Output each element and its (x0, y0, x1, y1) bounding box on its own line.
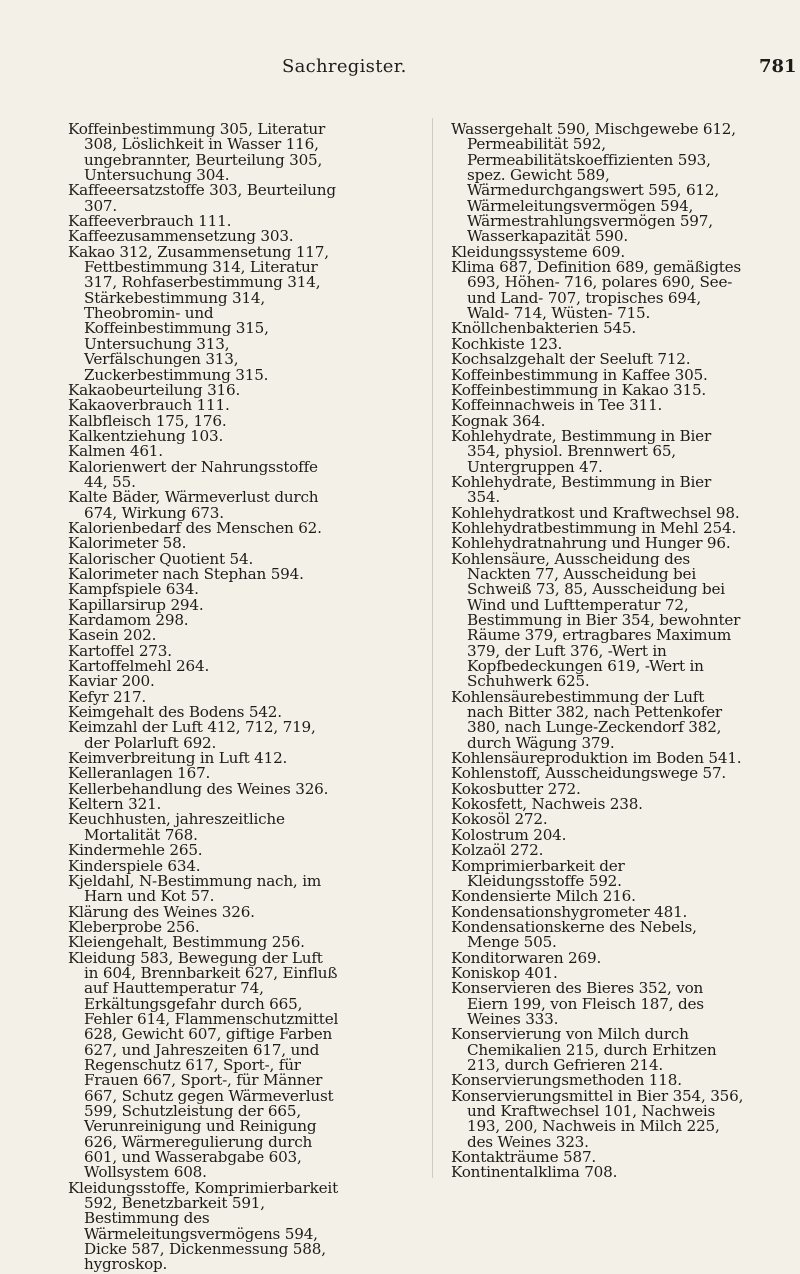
index-entry: Klärung des Weines 326. (68, 902, 255, 921)
index-entry: Kalkentziehung 103. (68, 426, 224, 445)
index-entry: Kondensationskerne des Nebels, Menge 505. (451, 917, 697, 952)
index-entry: Koffeinbestimmung in Kakao 315. (451, 380, 707, 399)
index-entry: Kohlehydrate, Bestimmung in Bier 354, physiol. Brennwert 65, Untergruppen 47. (451, 426, 712, 476)
index-entry: Koffeinbestimmung in Kaffee 305. (451, 365, 708, 384)
index-entry: Kohlehydratkost und Kraftwechsel 98. (451, 503, 740, 522)
index-entry: Kapillarsirup 294. (68, 595, 204, 614)
index-entry: Keimgehalt des Bodens 542. (68, 703, 282, 722)
index-entry: Kolostrum 204. (451, 825, 567, 844)
index-entry: Keltern 321. (68, 795, 162, 814)
index-entry: Kaviar 200. (68, 672, 155, 691)
index-entry: Kondensierte Milch 216. (451, 887, 636, 906)
index-entry: Kalorimeter nach Stephan 594. (68, 564, 304, 583)
index-entry: Kochsalzgehalt der Seeluft 712. (451, 350, 691, 369)
index-entry: Kokosöl 272. (451, 810, 548, 829)
index-entry: Kohlenstoff, Ausscheidungswege 57. (451, 764, 727, 783)
index-entry: Kartoffelmehl 264. (68, 657, 210, 676)
index-entry: Kleidungssysteme 609. (451, 242, 625, 261)
index-entry: Keimzahl der Luft 412, 712, 719, der Polarluft 692. (68, 718, 316, 752)
index-entry: Kohlehydratbestimmung in Mehl 254. (451, 518, 737, 537)
index-column-right (451, 122, 745, 1181)
index-entry: Kampfspiele 634. (68, 580, 199, 599)
index-entry: Kokosfett, Nachweis 238. (451, 795, 643, 814)
index-entry: Komprimierbarkeit der Kleidungsstoffe 592. (451, 856, 625, 890)
index-entry: Kalmen 461. (68, 442, 163, 461)
index-entry: Kaffeeverbrauch 111. (68, 212, 232, 231)
index-entry: Kleidung 583, Bewegung der Luft in 604, Brennbarkeit 627, Einfluß auf Hauttemperatur 74, Erkältungsgefahr durch 665, Fehler 614, Flammenschutzmittel 628, Gewicht 607, giftige Farben 627, und Jahreszeiten 617, und Regenschutz 617, Sport-, für Frauen 667, Sport-, für Männer 667, Schutz gegen Wärmeverlust 599, Schutzleistung der 665, Verunreinigung und Reinigung 626, Wärmeregulierung durch 601, und Wasserabgabe 603, Wollsystem 608. (68, 948, 339, 1182)
index-entry: Kontinentalklima 708. (451, 1163, 618, 1182)
page-header (0, 56, 800, 80)
index-entry: Kaffeeersatzstoffe 303, Beurteilung 307. (68, 181, 336, 215)
index-entry: Kalorienwert der Nahrungsstoffe 44, 55. (68, 457, 318, 491)
page-number: 781 (759, 56, 797, 77)
index-entry: Kochkiste 123. (451, 334, 563, 353)
index-column-left (68, 122, 340, 1273)
index-entry: Kakaobeurteilung 316. (68, 380, 241, 399)
index-entry: Kjeldahl, N-Bestimmung nach, im Harn und Kot 57. (68, 871, 322, 906)
page-title: Sachregister. (282, 56, 407, 77)
index-entry: Kaffeezusammensetzung 303. (68, 227, 294, 246)
index-entry: Kefyr 217. (68, 687, 147, 706)
index-entry: Kakao 312, Zusammensetung 117, Fettbestimmung 314, Literatur 317, Rohfaserbestimmung 314, Stärkebestimmung 314, Theobromin- und Koffeinbestimmung 315, Untersuchung 313, Verfälschungen 313, Zuckerbestimmung 315. (68, 242, 329, 384)
index-entry: Kleidungsstoffe, Komprimierbarkeit 592, Benetzbarkeit 591, Bestimmung des Wärmeleitungsvermögens 594, Dicke 587, Dickenmessung 588, hygroskop. (68, 1178, 338, 1274)
index-entry: Kelleranlagen 167. (68, 764, 211, 783)
index-entry: Knöllchenbakterien 545. (451, 319, 637, 338)
index-entry: Kohlensäureproduktion im Boden 541. (451, 749, 742, 768)
index-entry: Kohlehydratnahrung und Hunger 96. (451, 534, 731, 553)
index-entry: Kokosbutter 272. (451, 779, 581, 798)
index-entry: Kohlensäurebestimmung der Luft nach Bitter 382, nach Pettenkofer 380, nach Lunge-Zeckendorf 382, durch Wägung 379. (451, 687, 722, 752)
index-entry: Koffeinbestimmung 305, Literatur 308, Löslichkeit in Wasser 116, ungebrannter, Beurteilung 305, Untersuchung 304. (68, 120, 326, 185)
index-entry: Keuchhusten, jahreszeitliche Mortalität 768. (68, 810, 285, 844)
index-entry: Kakaoverbrauch 111. (68, 396, 230, 415)
index-entry: Konditorwaren 269. (451, 948, 602, 967)
index-entry: Kolzaöl 272. (451, 841, 544, 860)
index-entry: Konservierung von Milch durch Chemikalien 215, durch Erhitzen 213, durch Gefrieren 214. (451, 1025, 717, 1074)
index-entry: Kalorimeter 58. (68, 534, 187, 553)
index-entry: Kalorienbedarf des Menschen 62. (68, 518, 322, 537)
index-entry: Kohlehydrate, Bestimmung in Bier 354. (451, 472, 712, 507)
index-entry: Konservierungsmittel in Bier 354, 356, und Kraftwechsel 101, Nachweis 193, 200, Nachweis in Milch 225, des Weines 323. (451, 1086, 744, 1151)
index-entry: Kohlensäure, Ausscheidung des Nackten 77, Ausscheidung bei Schweiß 73, 85, Ausscheidung bei Wind und Lufttemperatur 72, Bestimmung in Bier 354, bewohnter Räume 379, ertragbares Maximum 379, der Luft 376, -Wert in Kopfbedeckungen 619, -Wert in Schuhwerk 625. (451, 549, 741, 691)
index-entry: Kindermehle 265. (68, 841, 203, 860)
index-entry: Kalorischer Quotient 54. (68, 549, 254, 568)
index-entry: Kalte Bäder, Wärmeverlust durch 674, Wirkung 673. (68, 488, 319, 522)
index-entry: Kartoffel 273. (68, 641, 172, 660)
index-entry: Kardamom 298. (68, 611, 189, 629)
index-entry: Kasein 202. (68, 626, 157, 645)
index-entry: Kalbfleisch 175, 176. (68, 411, 227, 430)
index-entry: Kleiengehalt, Bestimmung 256. (68, 933, 305, 952)
index-entry: Kellerbehandlung des Weines 326. (68, 779, 329, 798)
index-entry: Kontakträume 587. (451, 1148, 597, 1167)
index-entry: Koniskop 401. (451, 963, 558, 982)
index-entry: Konservieren des Bieres 352, von Eiern 199, von Fleisch 187, des Weines 333. (451, 979, 704, 1028)
index-entry: Wassergehalt 590, Mischgewebe 612, Permeabilität 592, Permeabilitätskoeffizienten 593, spez. Gewicht 589, Wärmedurchgangswert 595, 612, Wärmeleitungsvermögen 594, Wärmestrahlungsvermögen 597, Wasserkapazität 590. (451, 120, 736, 246)
index-entry: Kleberprobe 256. (68, 917, 200, 936)
index-entry: Kognak 364. (451, 411, 546, 430)
column-divider (432, 118, 433, 1178)
index-entry: Keimverbreitung in Luft 412. (68, 749, 288, 768)
index-entry: Kondensationshygrometer 481. (451, 902, 688, 921)
index-entry: Klima 687, Definition 689, gemäßigtes 693, Höhen- 716, polares 690, See- und Land- 707, tropisches 694, Wald- 714, Wüsten- 715. (451, 258, 742, 323)
index-entry: Kinderspiele 634. (68, 856, 201, 875)
index-entry: Koffeinnachweis in Tee 311. (451, 396, 663, 415)
index-entry: Konservierungsmethoden 118. (451, 1071, 682, 1090)
